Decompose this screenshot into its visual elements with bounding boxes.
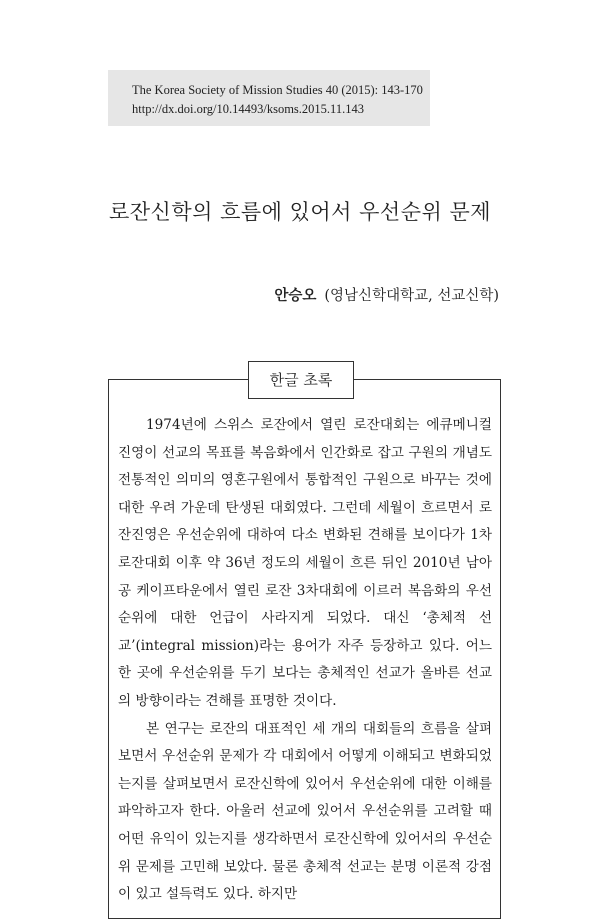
journal-citation: The Korea Society of Mission Studies 40 (2015): 143-170 — [132, 83, 423, 97]
author-affiliation: (영남신학대학교, 선교신학) — [324, 288, 499, 304]
abstract-body — [118, 412, 492, 909]
paper-title: 로잔신학의 흐름에 있어서 우선순위 문제 — [108, 200, 492, 224]
abstract-label: 한글 초록 — [248, 361, 354, 399]
author-name: 안승오 — [274, 287, 317, 304]
author-line — [274, 284, 499, 305]
abstract-paragraph: 본 연구는 로잔의 대표적인 세 개의 대회들의 흐름을 살펴보면서 우선순위 문제가 각 대회에서 어떻게 이해되고 변화되었는지를 살펴보면서 로잔신학에 있어서 우선순위에 대한 이해를 파악하고자 한다. 아울러 선교에 있어서 우선순위를 고려할 때 어떤 유익이 있는지를 생각하면서 로잔신학에 있어서의 우선순위 문제를 고민해 보았다. 물론 총체적 선교는 분명 이론적 강점이 있고 설득력도 있다. 하지만 — [118, 720, 492, 903]
journal-header — [108, 70, 430, 126]
abstract-paragraph: 1974년에 스위스 로잔에서 열린 로잔대회는 에큐메니컬 진영이 선교의 목표를 복음화에서 인간화로 잡고 구원의 개념도 전통적인 의미의 영혼구원에서 통합적인 구원으로 바꾸는 것에 대한 우려 가운데 탄생된 대회였다. 그런데 세월이 흐르면서 로잔진영은 우선순위에 대하여 다소 변화된 견해를 보이다가 1차 로잔대회 이후 약 36년 정도의 세월이 흐른 뒤인 2010년 남아공 케이프타운에서 열린 로잔 3차대회에 이르러 복음화의 우선순위에 대한 언급이 사라지게 되었다. 대신 ‘총체적 선교’(integral mission)라는 용어가 자주 등장하고 있다. 어느 한 곳에 우선순위를 두기 보다는 총체적인 선교가 올바른 선교의 방향이라는 견해를 표명한 것이다. — [118, 417, 492, 709]
doi-link[interactable]: http://dx.doi.org/10.14493/ksoms.2015.11.143 — [132, 102, 364, 116]
